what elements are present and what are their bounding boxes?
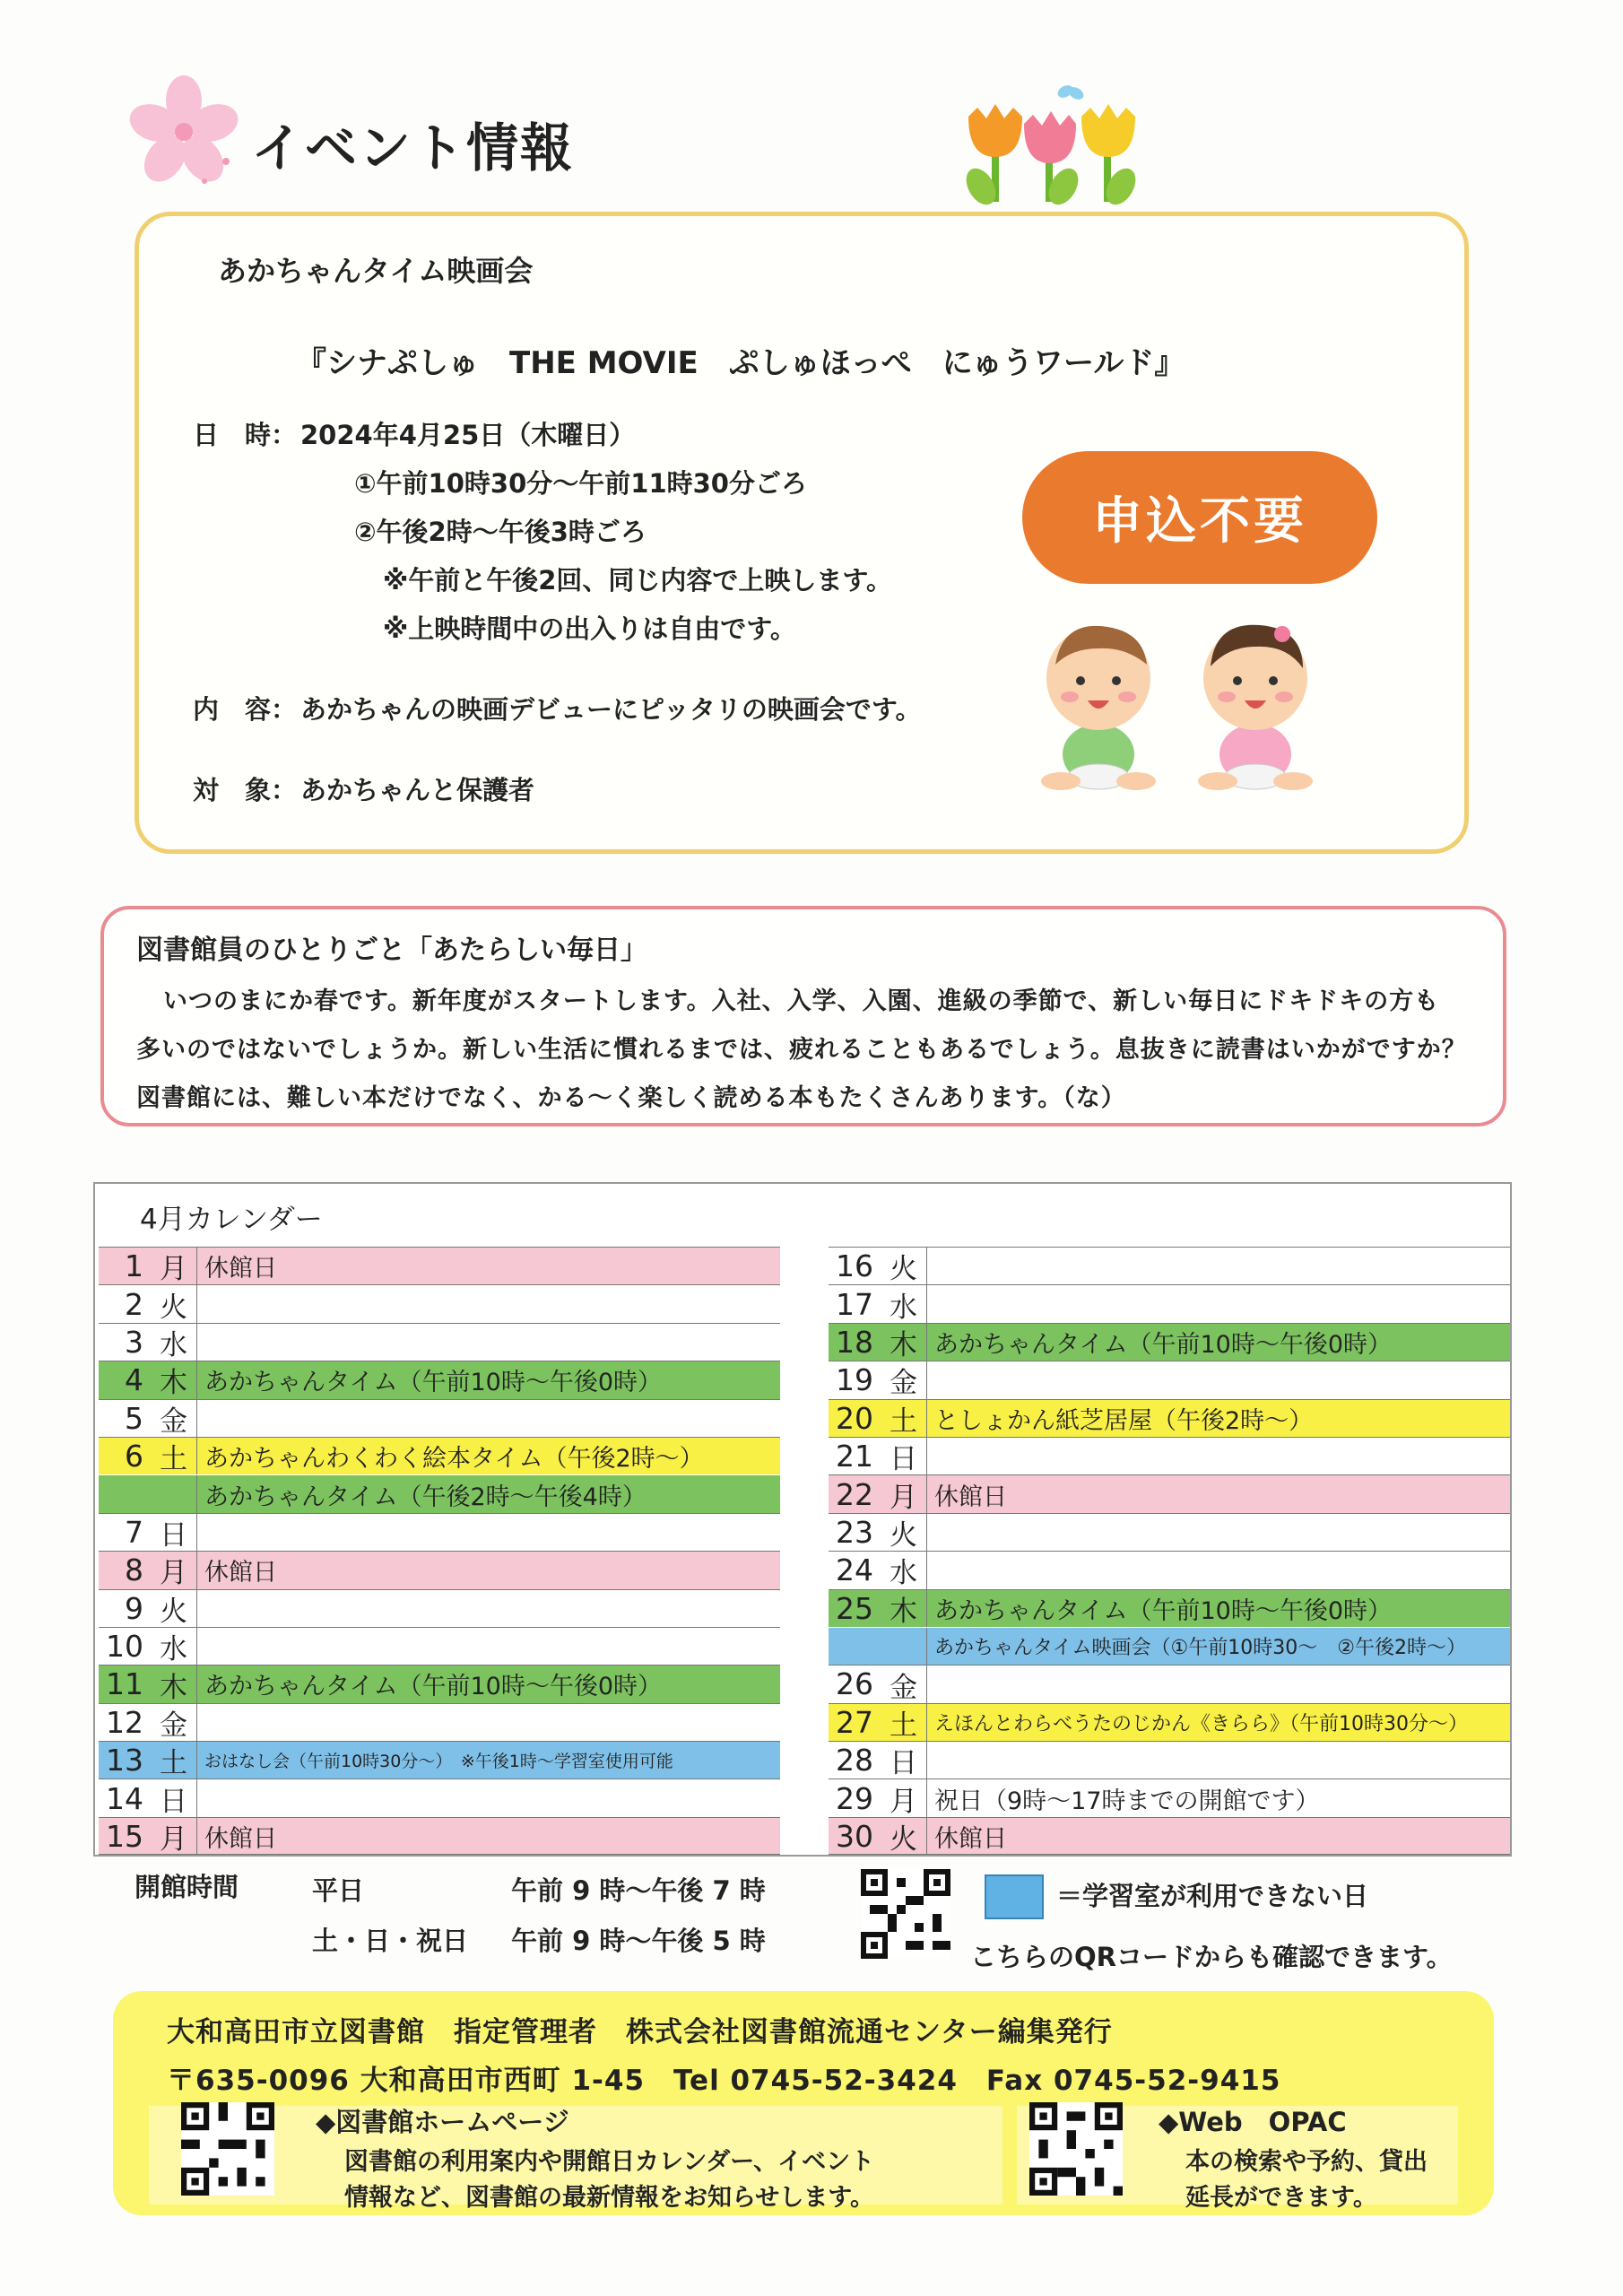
calendar-event bbox=[197, 1514, 780, 1551]
calendar-day-number: 12 bbox=[106, 1704, 143, 1740]
opening-hours-label: 開館時間 bbox=[135, 1872, 239, 1902]
calendar-day-number: 29 bbox=[836, 1780, 873, 1816]
calendar-weekday: 木 bbox=[881, 1324, 927, 1361]
calendar-row bbox=[99, 1323, 780, 1361]
calendar-event: 祝日（9時～17時までの開館です） bbox=[934, 1787, 1320, 1815]
calendar-weekday: 水 bbox=[881, 1285, 927, 1322]
calendar-weekday: 日 bbox=[881, 1438, 927, 1474]
calendar-weekday: 月 bbox=[881, 1475, 927, 1512]
calendar-weekday: 日 bbox=[881, 1742, 927, 1779]
calendar-weekday: 水 bbox=[881, 1552, 927, 1588]
calendar-weekday: 金 bbox=[881, 1361, 927, 1398]
calendar-day-number: 7 bbox=[125, 1514, 143, 1550]
calendar-row bbox=[99, 1284, 780, 1322]
calendar-weekday: 火 bbox=[881, 1248, 927, 1284]
calendar-event: あかちゃんタイム（午前10時～午後0時） bbox=[927, 1324, 1510, 1361]
calendar-event: 休館日 bbox=[197, 1552, 780, 1588]
calendar-row bbox=[99, 1627, 780, 1665]
calendar-weekday: 火 bbox=[151, 1590, 197, 1627]
calendar-title: 4月カレンダー bbox=[140, 1204, 323, 1236]
opac-description: 延長ができます。 bbox=[1185, 2184, 1377, 2212]
calendar-row bbox=[99, 1703, 780, 1741]
librarian-note-box bbox=[100, 906, 1506, 1126]
homepage-description: 情報など、図書館の最新情報をお知らせします。 bbox=[344, 2184, 875, 2212]
calendar-day-number: 3 bbox=[125, 1324, 143, 1360]
calendar-row bbox=[829, 1589, 1510, 1627]
calendar-event bbox=[927, 1514, 1510, 1551]
calendar-weekday: 日 bbox=[151, 1514, 197, 1551]
note-2: ※上映時間中の出入りは自由です。 bbox=[383, 613, 796, 644]
calendar-day-number: 6 bbox=[125, 1439, 143, 1474]
calendar-weekday: 水 bbox=[151, 1324, 197, 1361]
calendar-row bbox=[829, 1399, 1510, 1437]
weekday-label: 平日 bbox=[312, 1875, 365, 1906]
calendar-day-number: 9 bbox=[125, 1590, 143, 1626]
qr-note: こちらのQRコードからも確認できます。 bbox=[970, 1942, 1453, 1972]
calendar-row bbox=[99, 1551, 780, 1588]
calendar-day-number: 19 bbox=[836, 1362, 873, 1398]
calendar-weekday: 火 bbox=[881, 1818, 927, 1854]
publisher-info: 大和高田市立図書館 指定管理者 株式会社図書館流通センター編集発行 bbox=[167, 2016, 1113, 2048]
no-application-badge: 申込不要 bbox=[1022, 451, 1377, 584]
weekday-time: 午前 9 時～午後 7 時 bbox=[511, 1875, 766, 1906]
calendar-event: えほんとわらべうたのじかん《きらら》（午前10時30分～） bbox=[927, 1704, 1510, 1741]
calendar-row bbox=[829, 1474, 1510, 1512]
content-value: あかちゃんの映画デビューにピッタリの映画会です。 bbox=[300, 694, 922, 725]
cherry-blossom-icon bbox=[126, 74, 242, 190]
weekend-label: 土・日・祝日 bbox=[312, 1926, 469, 1956]
calendar-weekday bbox=[881, 1628, 927, 1665]
babies-illustration bbox=[1036, 611, 1332, 790]
calendar-row bbox=[99, 1247, 780, 1284]
calendar-qr-code-icon[interactable] bbox=[861, 1869, 950, 1959]
librarian-note-title: 図書館員のひとりごと「あたらしい毎日」 bbox=[136, 935, 647, 966]
calendar-weekday: 月 bbox=[151, 1552, 197, 1588]
calendar-day-number: 15 bbox=[106, 1818, 143, 1854]
calendar-event: 休館日 bbox=[197, 1818, 780, 1854]
calendar-row bbox=[829, 1779, 1510, 1816]
calendar-day-number: 30 bbox=[836, 1818, 873, 1854]
calendar-day-number: 10 bbox=[106, 1629, 143, 1665]
calendar-weekday: 金 bbox=[151, 1400, 197, 1437]
calendar-event bbox=[197, 1590, 780, 1627]
calendar-event bbox=[197, 1704, 780, 1741]
calendar-row bbox=[829, 1551, 1510, 1588]
calendar-day-number: 8 bbox=[125, 1552, 143, 1588]
calendar-day-number: 20 bbox=[836, 1400, 873, 1436]
calendar-row bbox=[99, 1513, 780, 1551]
calendar-event: 休館日 bbox=[927, 1475, 1510, 1512]
calendar-event: あかちゃんタイム（午前10時～午後0時） bbox=[927, 1590, 1510, 1627]
calendar-event bbox=[927, 1285, 1510, 1322]
calendar-day-number: 26 bbox=[836, 1666, 873, 1702]
opac-heading: ◆Web OPAC bbox=[1159, 2107, 1347, 2137]
calendar-row bbox=[829, 1437, 1510, 1474]
calendar-weekday: 月 bbox=[881, 1779, 927, 1816]
footer bbox=[113, 1991, 1494, 2215]
calendar-weekday: 火 bbox=[151, 1285, 197, 1322]
calendar-event: あかちゃんタイム（午前10時～午後0時） bbox=[197, 1361, 780, 1398]
calendar-day-number: 18 bbox=[836, 1324, 873, 1360]
calendar-event bbox=[197, 1400, 780, 1437]
calendar-row bbox=[829, 1247, 1510, 1284]
calendar-row bbox=[99, 1779, 780, 1816]
calendar-day-number: 28 bbox=[836, 1743, 873, 1779]
calendar-event: おはなし会（午前10時30分～） ※午後1時～学習室使用可能 bbox=[197, 1742, 780, 1779]
calendar-event bbox=[927, 1665, 1510, 1702]
calendar-day-number: 22 bbox=[836, 1476, 873, 1512]
calendar-day-number: 16 bbox=[836, 1248, 873, 1284]
calendar-day-number: 24 bbox=[836, 1552, 873, 1588]
time-slot-2: ②午後2時～午後3時ごろ bbox=[354, 517, 647, 547]
target-label: 対 象： bbox=[193, 775, 298, 805]
calendar-weekday: 月 bbox=[151, 1248, 197, 1284]
page-title: イベント情報 bbox=[251, 117, 575, 178]
calendar-row bbox=[829, 1323, 1510, 1361]
calendar-column-right bbox=[829, 1247, 1510, 1855]
calendar-event: あかちゃんタイム映画会（①午前10時30～ ②午後2時～） bbox=[927, 1628, 1510, 1665]
calendar-day-number: 11 bbox=[106, 1666, 143, 1702]
librarian-note-line: いつのまにか春です。新年度がスタートします。入社、入学、入園、進級の季節で、新しい毎日にドキドキの方も bbox=[163, 987, 1440, 1015]
calendar-weekday: 土 bbox=[881, 1704, 927, 1741]
calendar-day-number: 5 bbox=[125, 1400, 143, 1436]
calendar-weekday: 日 bbox=[151, 1779, 197, 1816]
calendar-event bbox=[197, 1285, 780, 1322]
calendar-event: 休館日 bbox=[927, 1818, 1510, 1854]
calendar-row bbox=[99, 1361, 780, 1398]
tulips-icon bbox=[950, 81, 1157, 206]
calendar-weekday: 土 bbox=[151, 1742, 197, 1779]
calendar-row bbox=[829, 1627, 1510, 1665]
calendar-event bbox=[927, 1248, 1510, 1284]
calendar-weekday: 金 bbox=[881, 1665, 927, 1702]
calendar-event bbox=[927, 1438, 1510, 1474]
calendar-event bbox=[927, 1361, 1510, 1398]
calendar-event bbox=[197, 1324, 780, 1361]
legend-swatch bbox=[985, 1874, 1044, 1919]
date-label: 日 時： bbox=[193, 420, 298, 450]
calendar-column-left bbox=[99, 1247, 780, 1855]
calendar-row bbox=[99, 1437, 780, 1474]
calendar-day-number: 1 bbox=[125, 1248, 143, 1284]
calendar-day-number: 21 bbox=[836, 1439, 873, 1474]
calendar-event bbox=[197, 1628, 780, 1665]
calendar-row bbox=[829, 1361, 1510, 1398]
calendar-event bbox=[197, 1779, 780, 1816]
calendar-row bbox=[829, 1703, 1510, 1741]
calendar-row bbox=[99, 1665, 780, 1702]
calendar-weekday: 火 bbox=[881, 1514, 927, 1551]
calendar-weekday: 土 bbox=[881, 1400, 927, 1437]
content-label: 内 容： bbox=[193, 694, 298, 725]
calendar-row bbox=[99, 1474, 780, 1512]
opac-qr-code-icon[interactable] bbox=[1029, 2102, 1123, 2196]
date-value: 2024年4月25日（木曜日） bbox=[300, 420, 636, 450]
address-info: 〒635-0096 大和高田市西町 1-45 Tel 0745-52-3424 Fax 0745-52-9415 bbox=[167, 2065, 1281, 2097]
calendar-row bbox=[99, 1399, 780, 1437]
movie-title: 『シナぷしゅ THE MOVIE ぷしゅほっぺ にゅうワールド』 bbox=[296, 345, 1185, 381]
calendar-weekday: 金 bbox=[151, 1704, 197, 1741]
calendar-event: あかちゃんタイム（午前10時～午後0時） bbox=[197, 1665, 780, 1702]
calendar-event: あかちゃんわくわく絵本タイム（午後2時～） bbox=[197, 1438, 780, 1474]
calendar-day-number: 2 bbox=[125, 1286, 143, 1322]
calendar-row bbox=[829, 1817, 1510, 1855]
calendar-event: 休館日 bbox=[197, 1248, 780, 1284]
legend-text: ＝学習室が利用できない日 bbox=[1056, 1881, 1369, 1911]
calendar-row bbox=[99, 1741, 780, 1779]
calendar-weekday: 木 bbox=[151, 1361, 197, 1398]
calendar-event: あかちゃんタイム（午後2時～午後4時） bbox=[197, 1475, 780, 1512]
calendar bbox=[93, 1182, 1512, 1857]
homepage-qr-code-icon[interactable] bbox=[181, 2102, 274, 2196]
calendar-weekday: 木 bbox=[881, 1590, 927, 1627]
time-slot-1: ①午前10時30分～午前11時30分ごろ bbox=[354, 468, 807, 499]
calendar-weekday bbox=[151, 1475, 197, 1512]
calendar-weekday: 水 bbox=[151, 1628, 197, 1665]
target-value: あかちゃんと保護者 bbox=[300, 775, 535, 805]
event-box bbox=[135, 212, 1469, 854]
calendar-day-number: 17 bbox=[836, 1286, 873, 1322]
weekend-time: 午前 9 時～午後 5 時 bbox=[511, 1926, 766, 1956]
librarian-note-line: 多いのではないでしょうか。新しい生活に慣れるまでは、疲れることもあるでしょう。息抜きに読書はいかがですか？ bbox=[136, 1036, 1467, 1064]
calendar-day-number: 4 bbox=[125, 1362, 143, 1398]
calendar-row bbox=[829, 1665, 1510, 1702]
calendar-day-number: 13 bbox=[106, 1743, 143, 1779]
calendar-row bbox=[829, 1284, 1510, 1322]
calendar-day-number: 27 bbox=[836, 1704, 873, 1740]
calendar-day-number: 25 bbox=[836, 1590, 873, 1626]
calendar-row bbox=[829, 1741, 1510, 1779]
calendar-event bbox=[927, 1742, 1510, 1779]
calendar-row bbox=[829, 1513, 1510, 1551]
event-title: あかちゃんタイム映画会 bbox=[218, 254, 534, 288]
calendar-weekday: 月 bbox=[151, 1818, 197, 1854]
calendar-day-number: 14 bbox=[106, 1780, 143, 1816]
opac-description: 本の検索や予約、貸出 bbox=[1185, 2148, 1428, 2176]
calendar-event bbox=[927, 1552, 1510, 1588]
calendar-weekday: 木 bbox=[151, 1665, 197, 1702]
calendar-day-number: 23 bbox=[836, 1514, 873, 1550]
homepage-description: 図書館の利用案内や開館日カレンダー、イベント bbox=[344, 2148, 875, 2176]
homepage-heading: ◆図書館ホームページ bbox=[316, 2107, 569, 2137]
calendar-row bbox=[99, 1817, 780, 1855]
calendar-row bbox=[99, 1589, 780, 1627]
note-1: ※午前と午後2回、同じ内容で上映します。 bbox=[383, 565, 893, 596]
librarian-note-line: 図書館には、難しい本だけでなく、かる～く楽しく読める本もたくさんあります。（な） bbox=[136, 1084, 1126, 1112]
calendar-weekday: 土 bbox=[151, 1438, 197, 1474]
calendar-event: としょかん紙芝居屋（午後2時～） bbox=[927, 1400, 1510, 1437]
